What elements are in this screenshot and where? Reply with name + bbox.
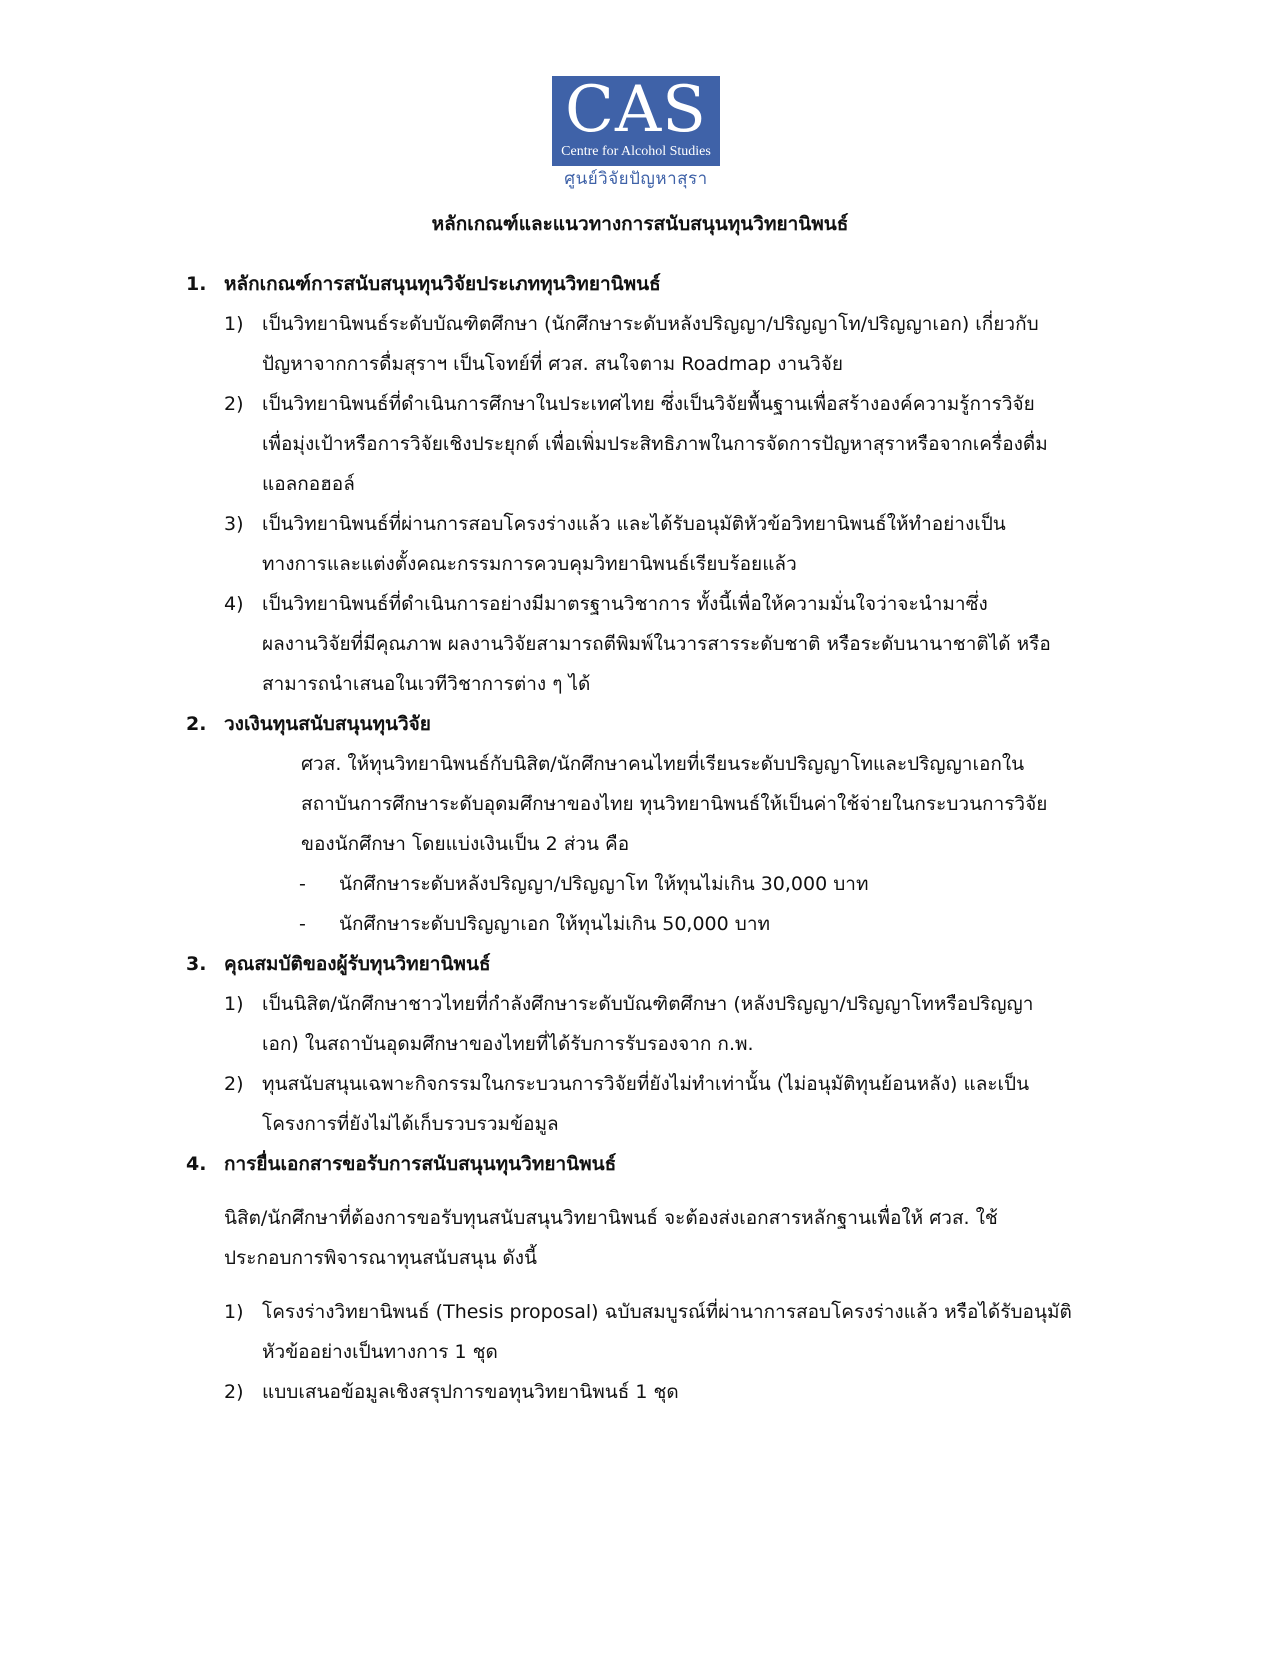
item-line: ทุนสนับสนุนเฉพาะกิจกรรมในกระบวนการวิจัยที่ยังไม่ทำเท่านั้น (ไม่อนุมัติทุนย้อนหลัง) และเป็น xyxy=(262,1073,1030,1095)
item-line: เป็นวิทยานิพนธ์ที่ผ่านการสอบโครงร่างแล้ว และได้รับอนุมัติหัวข้อวิทยานิพนธ์ให้ทำอย่างเป็น xyxy=(262,513,1006,535)
item-line: หัวข้ออย่างเป็นทางการ 1 ชุด xyxy=(262,1341,498,1363)
section-title: วงเงินทุนสนับสนุนทุนวิจัย xyxy=(224,713,431,735)
item-line: โครงร่างวิทยานิพนธ์ (Thesis proposal) ฉบับสมบูรณ์ที่ผ่านาการสอบโครงร่างแล้ว หรือได้รับอนุมัติ xyxy=(262,1301,1072,1323)
item-number: 4) xyxy=(224,593,244,615)
item-number: 1) xyxy=(224,1301,244,1323)
item-line: แอลกอฮอล์ xyxy=(262,473,355,495)
section-number: 4. xyxy=(186,1153,207,1175)
item-number: 2) xyxy=(224,1073,244,1095)
bullet-text: นักศึกษาระดับหลังปริญญา/ปริญญาโท ให้ทุนไม่เกิน 30,000 บาท xyxy=(339,873,869,895)
bullet-text: นักศึกษาระดับปริญญาเอก ให้ทุนไม่เกิน 50,000 บาท xyxy=(339,913,771,935)
item-line: สามารถนำเสนอในเวทีวิชาการต่าง ๆ ได้ xyxy=(262,673,591,695)
list-item xyxy=(186,584,1146,704)
paragraph-line: ของนักศึกษา โดยแบ่งเงินเป็น 2 ส่วน คือ xyxy=(301,833,630,855)
item-number: 3) xyxy=(224,513,244,535)
section-title: คุณสมบัติของผู้รับทุนวิทยานิพนธ์ xyxy=(224,953,491,975)
section-paragraph xyxy=(186,744,1146,864)
item-line: ผลงานวิจัยที่มีคุณภาพ ผลงานวิจัยสามารถตีพิมพ์ในวารสารระดับชาติ หรือระดับนานาชาติได้ หรือ xyxy=(262,633,1051,655)
item-line: เป็นนิสิต/นักศึกษาชาวไทยที่กำลังศึกษาระดับบัณฑิตศึกษา (หลังปริญญา/ปริญญาโทหรือปริญญา xyxy=(262,993,1034,1015)
paragraph-line: ศวส. ให้ทุนวิทยานิพนธ์กับนิสิต/นักศึกษาคนไทยที่เรียนระดับปริญญาโทและปริญญาเอกใน xyxy=(301,753,1025,775)
paragraph-line: สถาบันการศึกษาระดับอุดมศึกษาของไทย ทุนวิทยานิพนธ์ให้เป็นค่าใช้จ่ายในกระบวนการวิจัย xyxy=(301,793,1048,815)
item-number: 2) xyxy=(224,393,244,415)
item-line: เป็นวิทยานิพนธ์ระดับบัณฑิตศึกษา (นักศึกษาระดับหลังปริญญา/ปริญญาโท/ปริญญาเอก) เกี่ยวกับ xyxy=(262,313,1039,335)
list-item xyxy=(186,1064,1146,1144)
logo-mark: CAS xyxy=(564,73,708,147)
item-line: เอก) ในสถาบันอุดมศึกษาของไทยที่ได้รับการรับรองจาก ก.พ. xyxy=(262,1033,754,1055)
item-line: ทางการและแต่งตั้งคณะกรรมการควบคุมวิทยานิพนธ์เรียบร้อยแล้ว xyxy=(262,553,797,575)
section-heading xyxy=(186,704,1146,744)
item-line: ปัญหาจากการดื่มสุราฯ เป็นโจทย์ที่ ศวส. สนใจตาม Roadmap งานวิจัย xyxy=(262,353,844,375)
section-number: 2. xyxy=(186,713,207,735)
list-item xyxy=(186,304,1146,384)
item-number: 1) xyxy=(224,993,244,1015)
logo-thai-name: ศูนย์วิจัยปัญหาสุรา xyxy=(564,169,708,189)
document-title: หลักเกณฑ์และแนวทางการสนับสนุนทุนวิทยานิพนธ์ xyxy=(431,213,849,235)
section-heading xyxy=(186,944,1146,984)
bullet-dash: - xyxy=(299,873,306,895)
item-line: เป็นวิทยานิพนธ์ที่ดำเนินการศึกษาในประเทศไทย ซึ่งเป็นวิจัยพื้นฐานเพื่อสร้างองค์ความรู้การวิจัย xyxy=(262,393,1035,415)
section-title: หลักเกณฑ์การสนับสนุนทุนวิจัยประเภททุนวิทยานิพนธ์ xyxy=(224,273,661,295)
list-item xyxy=(186,984,1146,1064)
list-item xyxy=(186,1372,1146,1412)
item-line: เพื่อมุ่งเป้าหรือการวิจัยเชิงประยุกต์ เพื่อเพิ่มประสิทธิภาพในการจัดการปัญหาสุราหรือจากเครื่องดื่ม xyxy=(262,433,1048,455)
section-heading xyxy=(186,1144,1146,1184)
paragraph-line: นิสิต/นักศึกษาที่ต้องการขอรับทุนสนับสนุนวิทยานิพนธ์ จะต้องส่งเอกสารหลักฐานเพื่อให้ ศวส. ใช้ xyxy=(224,1207,998,1229)
bullet-item xyxy=(186,904,1146,944)
section-number: 1. xyxy=(186,273,207,295)
logo-box xyxy=(552,73,720,166)
section-paragraph xyxy=(186,1198,1146,1278)
section-number: 3. xyxy=(186,953,207,975)
item-line: โครงการที่ยังไม่ได้เก็บรวบรวมข้อมูล xyxy=(262,1113,559,1135)
section-title: การยื่นเอกสารขอรับการสนับสนุนทุนวิทยานิพนธ์ xyxy=(224,1153,617,1175)
logo-subtitle: Centre for Alcohol Studies xyxy=(561,144,711,159)
item-number: 1) xyxy=(224,313,244,335)
list-item xyxy=(186,504,1146,584)
list-item xyxy=(186,384,1146,504)
item-line: แบบเสนอข้อมูลเชิงสรุปการขอทุนวิทยานิพนธ์ 1 ชุด xyxy=(262,1381,679,1403)
bullet-item xyxy=(186,864,1146,904)
list-item xyxy=(186,1292,1146,1372)
bullet-dash: - xyxy=(299,913,306,935)
section-heading xyxy=(186,264,1146,304)
paragraph-line: ประกอบการพิจารณาทุนสนับสนุน ดังนี้ xyxy=(224,1247,538,1269)
item-line: เป็นวิทยานิพนธ์ที่ดำเนินการอย่างมีมาตรฐานวิชาการ ทั้งนี้เพื่อให้ความมั่นใจว่าจะนำมาซึ่ง xyxy=(262,593,988,615)
item-number: 2) xyxy=(224,1381,244,1403)
document-body xyxy=(186,264,1146,1412)
cas-logo xyxy=(552,73,720,190)
